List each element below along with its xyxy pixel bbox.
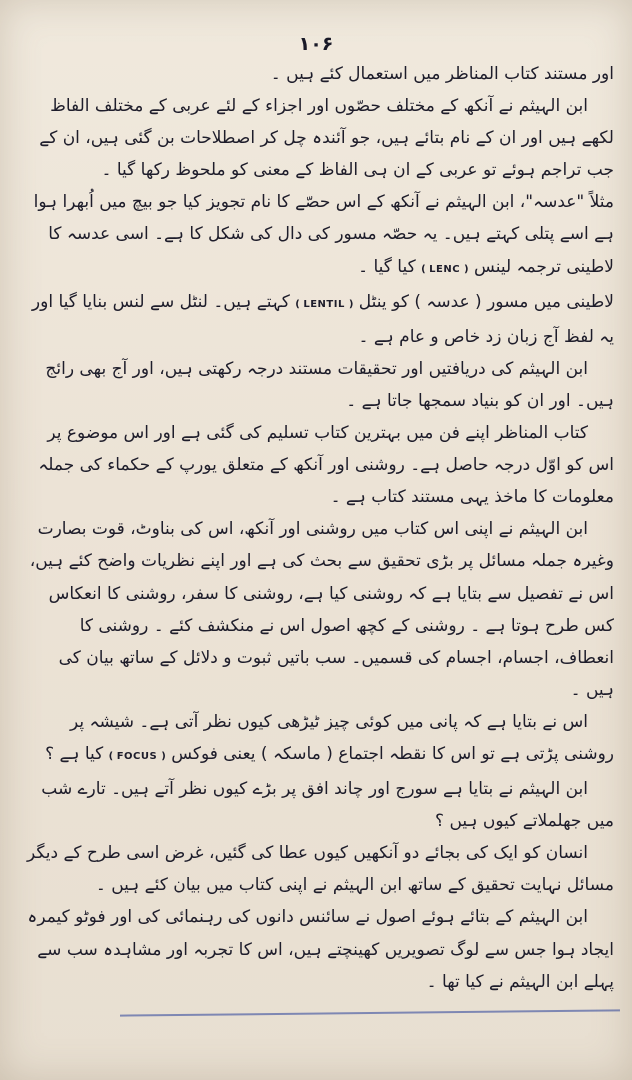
paragraph-3: مثلاً "عدسہ"، ابن الہیثم نے آنکھ کے اس حصّے کا نام تجویز کیا جو بیچ میں اُبھرا ہوا ہے اسے پتلی کہتے ہیں۔ یہ حصّہ مسور کی دال کی شکل کا ہے۔ اسی عدسہ کا لاطینی ترجمہ لینس ( LENC ) کیا گیا ۔ [33, 192, 614, 277]
paragraph-2: ابن الہیثم نے آنکھ کے مختلف حصّوں اور اجزاء کے لئے عربی کے مختلف الفاظ لکھے ہیں اور ان کے نام بتائے ہیں، جو آئندہ چل کر اصطلاحات بن گئی ہیں، ان کے جب تراجم ہوئے تو عربی کے ان ہی الفاظ کے معنی کو ملحوظ رکھا گیا ۔ [39, 96, 614, 181]
paragraph-9: ابن الہیثم نے بتایا ہے سورج اور چاند افق پر بڑے کیوں نظر آتے ہیں۔ تارے شب میں جھلملاتے کیوں ہیں ؟ [41, 779, 614, 832]
paragraph-1: اور مستند کتاب المناظر میں استعمال کئے ہیں ۔ [270, 64, 614, 84]
paragraph-6: کتاب المناظر اپنے فن میں بہترین کتاب تسلیم کی گئی ہے اور اس موضوع پر اس کو اوّل درجہ حاصل ہے۔ روشنی اور آنکھ کے متعلق یورپ کے حکماء کی جملہ معلومات کا ماخذ یہی مستند کتاب ہے ۔ [38, 423, 614, 508]
paragraph-7: ابن الہیثم نے اپنی اس کتاب میں روشنی اور آنکھ، اس کی بناوٹ، قوت بصارت وغیرہ جملہ مسائل پر بڑی تحقیق سے بحث کی ہے اور اپنے نظریات واضح کئے ہیں، اس نے تفصیل سے بتایا ہے کہ روشنی کیا ہے، روشنی کا سفر، روشنی کا انعکاس کس طرح ہوتا ہے ۔ روشنی کے کچھ اصول اس نے منکشف کئے ۔ روشنی کا انعطاف، اجسام، اجسام کی قسمیں۔ سب باتیں ثبوت و دلائل کے ساتھ بیان کی ہیں ۔ [29, 519, 614, 700]
paragraph-10: انسان کو ایک کی بجائے دو آنکھیں کیوں عطا کی گئیں، غرض اسی طرح کے دیگر مسائل نہایت تحقیق کے ساتھ ابن الہیثم نے اپنی کتاب میں بیان کئے ہیں ۔ [26, 843, 614, 896]
pen-underline [120, 1009, 620, 1016]
paragraph-11: ابن الہیثم کے بتائے ہوئے اصول نے سائنس دانوں کی رہنمائی کی اور فوٹو کیمرہ ایجاد ہوا جس سے لوگ تصویریں کھینچتے ہیں، اس کا تجربہ اور مشاہدہ سب سے پہلے ابن الہیثم نے کیا تھا ۔ [27, 907, 614, 992]
paragraph-8: اس نے بتایا ہے کہ پانی میں کوئی چیز ٹیڑھی کیوں نظر آتی ہے۔ شیشہ پر روشنی پڑتی ہے تو اس کا نقطہ اجتماع ( ماسکہ ) یعنی فوکس ( FOCUS ) کیا ہے ؟ [45, 711, 614, 764]
latin-term-lenc: ( LENC ) [421, 263, 469, 275]
page-number: ۱۰۶ [298, 33, 334, 55]
latin-term-lentil: ( LENTIL ) [295, 298, 354, 310]
paragraph-5: ابن الہیثم کی دریافتیں اور تحقیقات مستند درجہ رکھتی ہیں، اور آج بھی رائج ہیں۔ اور ان کو بنیاد سمجھا جاتا ہے ۔ [45, 358, 614, 411]
latin-term-focus: ( FOCUS ) [108, 750, 166, 762]
paragraph-4: لاطینی میں مسور ( عدسہ ) کو ینٹل ( LENTIL ) کہتے ہیں۔ لنٹل سے لنس بنایا گیا اور یہ لفظ آج زبان زد خاص و عام ہے ۔ [31, 291, 614, 347]
body-text [26, 58, 614, 998]
